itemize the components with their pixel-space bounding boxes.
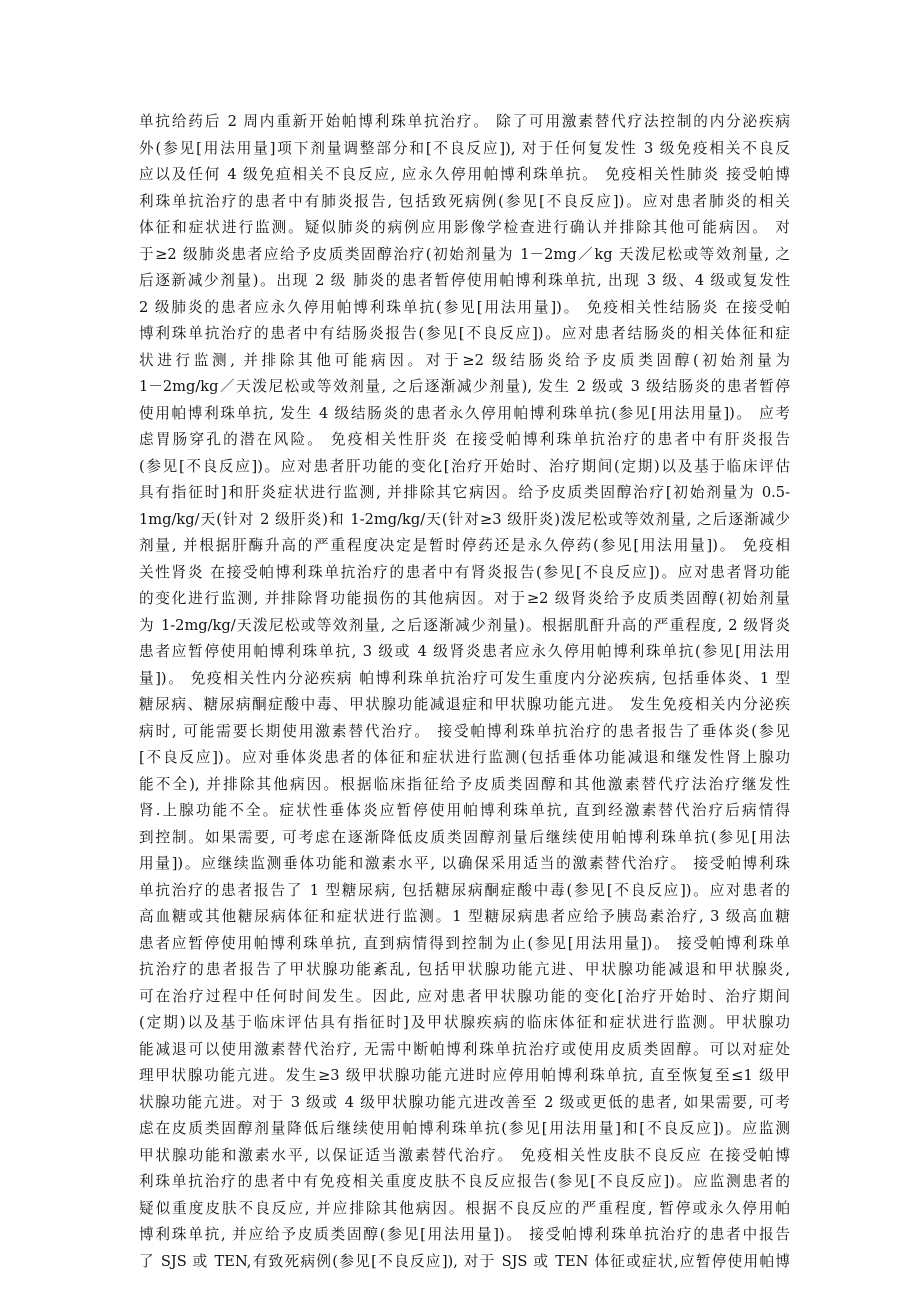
text-line: 博利珠单抗, 并应给予皮质类固醇(参见[用法用量])。 接受帕博利珠单抗治疗的患者中报告: [139, 1226, 790, 1243]
text-line: 体征和症状进行监测。疑似肺炎的病例应用影像学检查进行确认并排除其他可能病因。 对: [139, 219, 790, 236]
text-line: 1－2mg/kg／天泼尼松或等效剂量, 之后逐渐减少剂量), 发生 2 级或 3 级结肠炎的患者暂停: [139, 378, 790, 395]
text-line: 甲状腺功能和激素水平, 以保证适当激素替代治疗。 免疫相关性皮肤不良反应 在接受帕博: [139, 1146, 790, 1164]
text-line: 利珠单抗治疗的患者中有免疫相关重度皮肤不良反应报告(参见[不良反应])。应监测患者的: [139, 1173, 790, 1190]
text-line: 2 级肺炎的患者应永久停用帕博利珠单抗(参见[用法用量])。 免疫相关性结肠炎 在接受帕: [139, 298, 790, 316]
text-line: 虑在皮质类固醇剂量降低后继续使用帕博利珠单抗(参见[用法用量]和[不良反应])。应监测: [139, 1120, 790, 1137]
text-line: 利珠单抗治疗的患者中有肺炎报告, 包括致死病例(参见[不良反应])。应对患者肺炎的相关: [139, 192, 790, 210]
text-line: 的变化进行监测, 并排除肾功能损伤的其他病因。对于≥2 级肾炎给予皮质类固醇(初始剂量: [139, 590, 790, 607]
text-line: (定期)以及基于临床评估具有指征时]及甲状腺疾病的临床体征和症状进行监测。甲状腺功: [139, 1014, 790, 1031]
text-line: 外(参见[用法用量]项下剂量调整部分和[不良反应]), 对于任何复发性 3 级免疫相关不良反: [139, 139, 790, 157]
text-line: 状腺功能亢进。对于 3 级或 4 级甲状腺功能亢进改善至 2 级或更低的患者, 如果需要, 可考: [139, 1093, 790, 1111]
text-line: 到控制。如果需要, 可考虑在逐渐降低皮质类固醇剂量后继续使用帕博利珠单抗(参见[用法: [139, 828, 790, 846]
text-line: 能不全), 并排除其他病因。根据临床指征给予皮质类固醇和其他激素替代疗法治疗继发性: [139, 775, 790, 793]
text-line: 理甲状腺功能亢进。发生≥3 级甲状腺功能亢进时应停用帕博利珠单抗, 直至恢复至≤1 级甲: [139, 1067, 790, 1084]
text-line: 使用帕博利珠单抗, 发生 4 级结肠炎的患者永久停用帕博利珠单抗(参见[用法用量])。 应考: [139, 404, 790, 422]
text-line: 病时, 可能需要长期使用激素替代治疗。 接受帕博利珠单抗治疗的患者报告了垂体炎(参见: [139, 722, 790, 740]
text-line: 状进行监测, 并排除其他可能病因。对于≥2 级结肠炎给予皮质类固醇(初始剂量为: [139, 351, 790, 369]
text-line: (参见[不良反应])。应对患者肝功能的变化[治疗开始时、治疗期间(定期)以及基于临床评估: [139, 457, 790, 475]
text-line: 单抗给药后 2 周内重新开始帕博利珠单抗治疗。 除了可用激素替代疗法控制的内分泌疾病: [139, 113, 790, 130]
text-line: 虑胃肠穿孔的潜在风险。 免疫相关性肝炎 在接受帕博利珠单抗治疗的患者中有肝炎报告: [139, 431, 790, 448]
text-line: 患者应暂停使用帕博利珠单抗, 直到病情得到控制为止(参见[用法用量])。 接受帕博利珠单: [139, 934, 790, 952]
text-line: 患者应暂停使用帕博利珠单抗, 3 级或 4 级肾炎患者应永久停用帕博利珠单抗(参见[用法用: [139, 643, 790, 660]
text-line: 单抗治疗的患者报告了 1 型糖尿病, 包括糖尿病酮症酸中毒(参见[不良反应])。应对患者的: [139, 881, 790, 899]
text-line: 剂量, 并根据肝酶升高的严重程度决定是暂时停药还是永久停药(参见[用法用量])。 免疫相: [139, 537, 790, 554]
text-line: 博利珠单抗治疗的患者中有结肠炎报告(参见[不良反应])。应对患者结肠炎的相关体征和症: [139, 325, 790, 342]
text-line: 可在治疗过程中任何时间发生。因此, 应对患者甲状腺功能的变化[治疗开始时、治疗期间: [139, 987, 790, 1005]
text-line: 抗治疗的患者报告了甲状腺功能紊乱, 包括甲状腺功能亢进、甲状腺功能减退和甲状腺炎,: [139, 961, 790, 978]
text-line: 糖尿病、糖尿病酮症酸中毒、甲状腺功能减退症和甲状腺功能亢进。 发生免疫相关内分泌疾: [139, 696, 790, 713]
text-line: 了 SJS 或 TEN,有致死病例(参见[不良反应]), 对于 SJS 或 TEN 体征或症状,应暂停使用帕博: [139, 1252, 790, 1270]
text-line: 具有指征时]和肝炎症状进行监测, 并排除其它病因。给予皮质类固醇治疗[初始剂量为 0.5-: [139, 484, 790, 501]
text-line: 关性肾炎 在接受帕博利珠单抗治疗的患者中有肾炎报告(参见[不良反应])。应对患者肾功能: [139, 563, 790, 581]
text-line: 用量])。应继续监测垂体功能和激素水平, 以确保采用适当的激素替代治疗。 接受帕博利珠: [139, 855, 790, 872]
text-line: 肾.上腺功能不全。症状性垂体炎应暂停使用帕博利珠单抗, 直到经激素替代治疗后病情得: [139, 802, 790, 819]
text-line: 能减退可以使用激素替代治疗, 无需中断帕博利珠单抗治疗或使用皮质类固醇。可以对症处: [139, 1040, 790, 1058]
text-line: 应以及任何 4 级免疸相关不良反应, 应永久停用帕博利珠单抗。 免疫相关性肺炎 接受帕博: [139, 166, 790, 183]
text-line: [不良反应])。应对垂体炎患者的体征和症状进行监测(包括垂体功能减退和继发性肾上腺功: [139, 749, 790, 766]
text-line: 量])。 免疫相关性内分泌疾病 帕博利珠单抗治疗可发生重度内分泌疾病, 包括垂体炎、1 型: [139, 669, 790, 687]
text-line: 为 1-2mg/kg/天泼尼松或等效剂量, 之后逐渐减少剂量)。根据肌酐升高的严重程度, 2 级肾炎: [139, 616, 790, 634]
text-line: 1mg/kg/天(针对 2 级肝炎)和 1-2mg/kg/天(针对≥3 级肝炎)泼尼松或等效剂量, 之后逐渐减少: [139, 510, 790, 528]
text-line: 疑似重度皮肤不良反应, 并应排除其他病因。根据不良反应的严重程度, 暂停或永久停用帕: [139, 1199, 790, 1217]
text-line: 于≥2 级肺炎患者应给予皮质类固醇治疗(初始剂量为 1－2mg／kg 天泼尼松或等效剂量, 之: [139, 245, 790, 263]
body-text: [139, 109, 790, 1275]
text-line: 后逐新减少剂量)。出现 2 级 肺炎的患者暂停使用帕博利珠单抗, 出现 3 级、4 级或复发性: [139, 272, 790, 289]
text-line: 高血糖或其他糖尿病体征和症状进行监测。1 型糖尿病患者应给予胰岛素治疗, 3 级高血糖: [139, 908, 790, 925]
